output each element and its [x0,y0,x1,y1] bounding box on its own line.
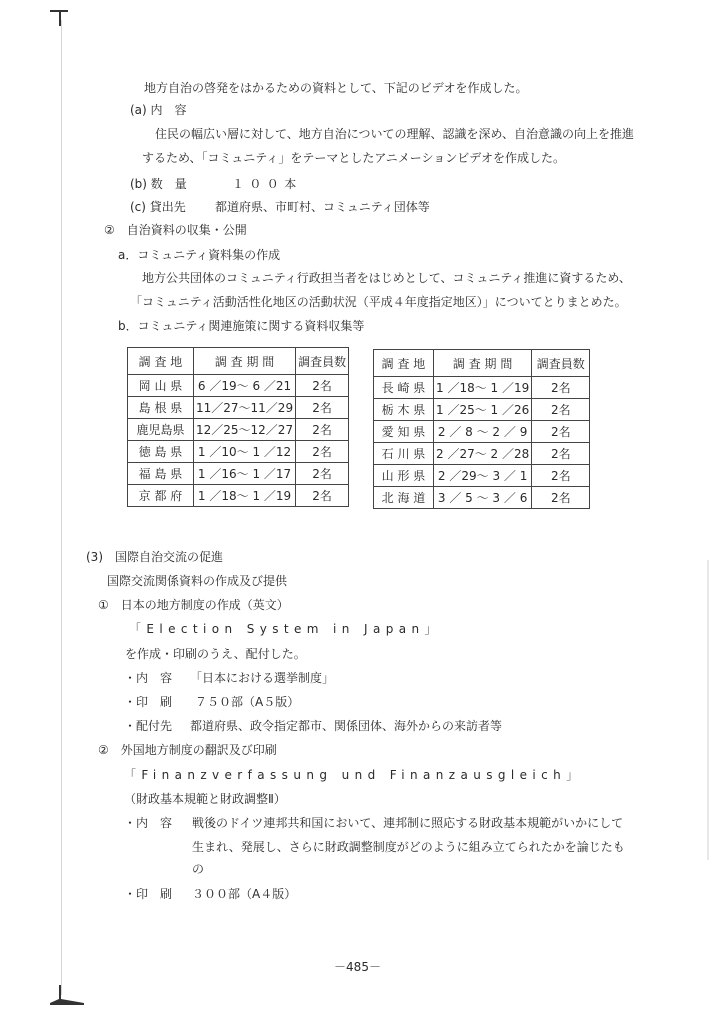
item2-print-value: ３００部（A４版） [192,887,297,901]
video-lend-value: 都道府県、市町村、コミュニティ団体等 [215,200,430,214]
page-number: －485－ [334,960,381,974]
item1-content-label: ・内 容 [124,671,173,685]
table-cell-count: 2名 [296,375,349,397]
table-header-row [374,350,590,377]
table-cell-location: 栃 木 県 [374,399,434,421]
table-cell-location: 長 崎 県 [374,377,434,399]
item2-content-label: ・内 容 [124,816,173,830]
table-row [374,465,590,487]
table-header-count: 調査員数 [532,350,590,377]
section3-sub: 国際交流関係資料の作成及び提供 [107,574,288,588]
video-lend-label: (c) 貸出先 [130,200,186,214]
table-cell-period: 11／27～11／29 [194,397,296,419]
survey-table-right [373,349,590,509]
table-cell-location: 愛 知 県 [374,421,434,443]
section2-a-text-2: 「コミュニティ活動活性化地区の活動状況（平成４年度指定地区）」についてとりまとめた。 [130,295,627,309]
item2-content-1: 戦後のドイツ連邦共和国において、連邦制に照応する財政基本規範がいかにして [192,816,624,830]
table-header-location: 調 査 地 [374,350,434,377]
table-cell-location: 山 形 県 [374,465,434,487]
item2-heading: ② 外国地方制度の翻訳及び印刷 [98,743,277,757]
video-quantity-value: １００本 [232,177,302,191]
table-cell-count: 2名 [296,485,349,507]
table-cell-period: 1 ／18～ 1 ／19 [194,485,296,507]
table-row [128,375,349,397]
table-cell-location: 福 島 県 [128,463,194,485]
item1-title: 「Election System in Japan」 [129,622,442,636]
section2-a-heading: a．コミュニティ資料集の作成 [118,248,281,262]
table-cell-count: 2名 [296,419,349,441]
table-cell-location: 岡 山 県 [128,375,194,397]
survey-table-left [127,347,349,507]
table-cell-count: 2名 [532,421,590,443]
intro-text: 地方自治の啓発をはかるための資料として、下記のビデオを作成した。 [144,81,528,95]
table-cell-count: 2名 [296,397,349,419]
item2-title: 「Finanzverfassung und Finanzausgleich」 [124,768,584,782]
binding-mark-bottom [50,985,84,1005]
item2-content-2: 生まれ、発展し、さらに財政調整制度がどのように組み立てられたかを論じたも [192,840,625,854]
binding-mark-top [50,8,68,26]
table-row [374,377,590,399]
table-cell-count: 2名 [296,441,349,463]
table-row [374,487,590,509]
item1-print-value: ７５０部（A５版） [195,695,300,709]
table-cell-period: 12／25～12／27 [194,419,296,441]
table-cell-location: 島 根 県 [128,397,194,419]
table-cell-period: 1 ／16～ 1 ／17 [194,463,296,485]
item1-heading: ① 日本の地方制度の作成（英文） [98,598,289,612]
item2-content-3: の [192,862,205,876]
table-header-row [128,348,349,375]
table-row [128,463,349,485]
video-content-label: (a) 内 容 [130,103,187,117]
item1-text: を作成・印刷のうえ、配付した。 [125,647,306,661]
item1-content-value: 「日本における選挙制度」 [190,671,335,685]
item1-print-label: ・印 刷 [124,695,173,709]
section2-b-heading: b．コミュニティ関連施策に関する資料収集等 [118,319,365,333]
video-content-text-1: 住民の幅広い層に対して、地方自治についての理解、認識を深め、自治意識の向上を推進 [155,127,635,141]
binding-edge-line [61,20,62,995]
item2-print-label: ・印 刷 [124,887,173,901]
table-cell-count: 2名 [532,487,590,509]
table-row [128,397,349,419]
table-cell-location: 鹿児島県 [128,419,194,441]
table-cell-count: 2名 [532,465,590,487]
table-cell-period: 2 ／27～ 2 ／28 [434,443,532,465]
table-row [128,485,349,507]
section2-a-text-1: 地方公共団体のコミュニティ行政担当者をはじめとして、コミュニティ推進に資するため、 [142,271,631,285]
table-cell-period: 1 ／10～ 1 ／12 [194,441,296,463]
table-row [374,399,590,421]
table-row [374,443,590,465]
table-cell-count: 2名 [296,463,349,485]
scan-shadow [707,560,709,860]
table-cell-count: 2名 [532,399,590,421]
table-cell-location: 石 川 県 [374,443,434,465]
table-cell-count: 2名 [532,443,590,465]
video-quantity-label: (b) 数 量 [130,177,187,191]
table-header-period: 調 査 期 間 [194,348,296,375]
section2-heading: ② 自治資料の収集・公開 [104,223,247,237]
video-content-text-2: するため、「コミュニティ」をテーマとしたアニメーションビデオを作成した。 [142,151,566,165]
table-cell-location: 徳 島 県 [128,441,194,463]
table-cell-location: 京 都 府 [128,485,194,507]
table-header-count: 調査員数 [296,348,349,375]
item1-dist-value: 都道府県、政令指定都市、関係団体、海外からの来訪者等 [190,719,503,733]
table-row [128,419,349,441]
table-row [374,421,590,443]
table-cell-count: 2名 [532,377,590,399]
table-cell-period: 1 ／18～ 1 ／19 [434,377,532,399]
table-cell-location: 北 海 道 [374,487,434,509]
item1-dist-label: ・配付先 [124,719,173,733]
table-cell-period: 2 ／29～ 3 ／ 1 [434,465,532,487]
table-cell-period: 1 ／25～ 1 ／26 [434,399,532,421]
table-cell-period: 2 ／ 8 ～ 2 ／ 9 [434,421,532,443]
table-header-period: 調 査 期 間 [434,350,532,377]
table-cell-period: 3 ／ 5 ～ 3 ／ 6 [434,487,532,509]
section3-heading: (3) 国際自治交流の促進 [86,550,223,564]
table-header-location: 調 査 地 [128,348,194,375]
item2-subtitle: （財政基本規範と財政調整Ⅱ） [124,792,286,806]
table-cell-period: 6 ／19～ 6 ／21 [194,375,296,397]
table-row [128,441,349,463]
